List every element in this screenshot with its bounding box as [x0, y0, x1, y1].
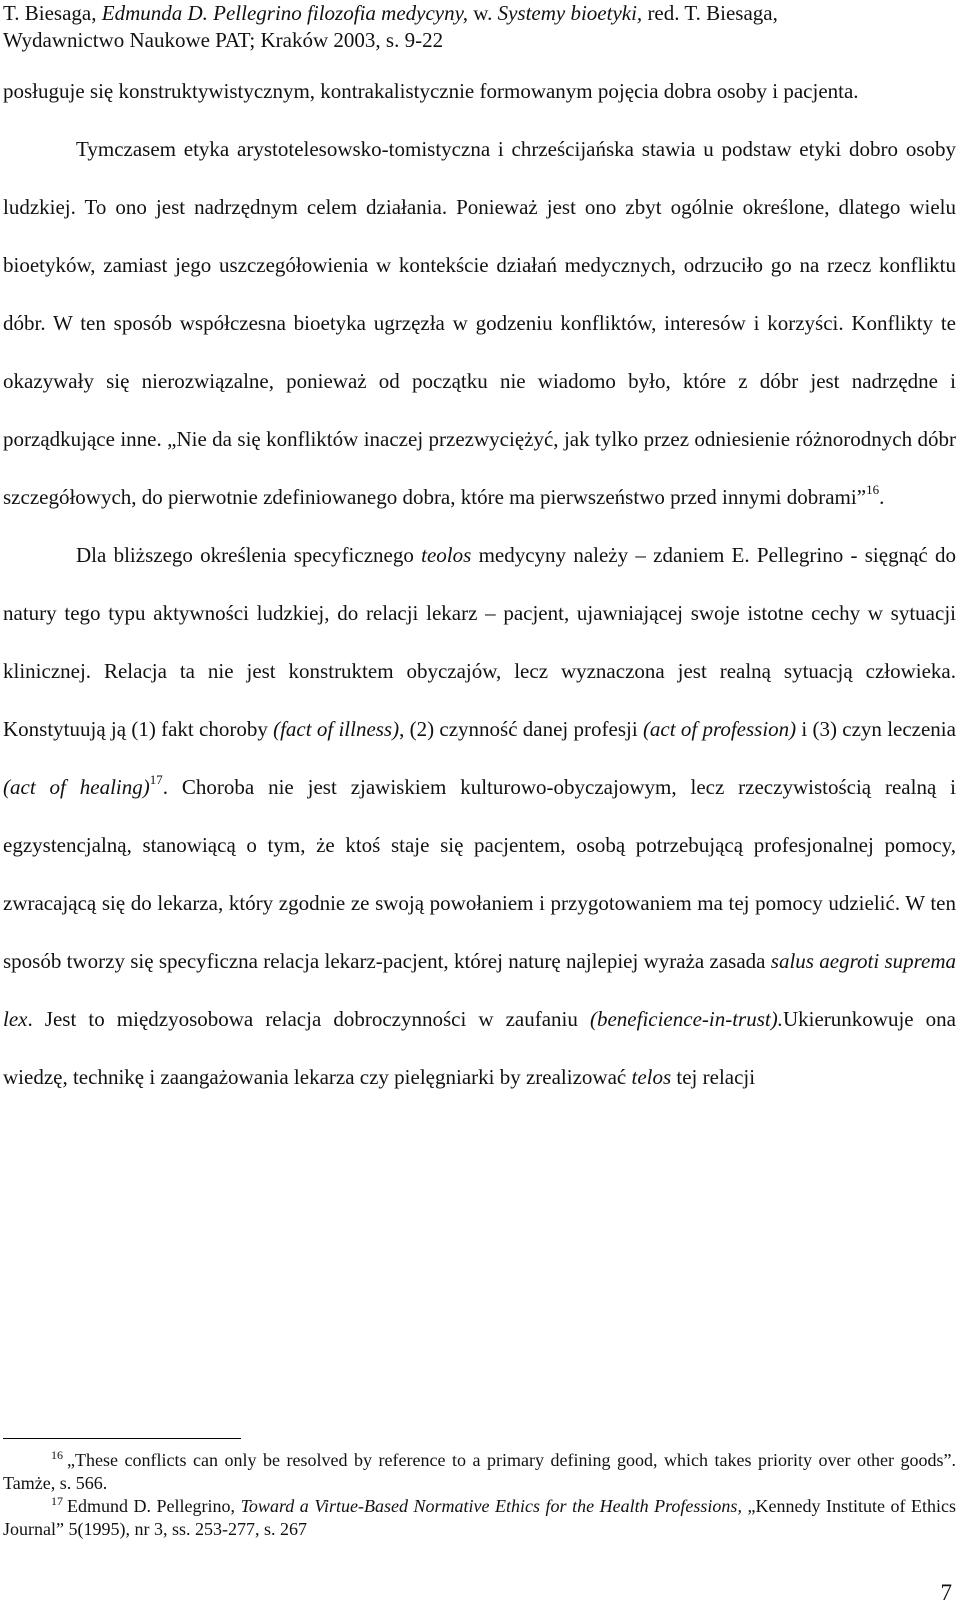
term-beneficience-in-trust: (beneficience-in-trust).	[589, 1007, 783, 1031]
footnote-text: „Kennedy Institute of Ethics Journal” 5(1995), nr 3, ss. 253-277, s. 267	[3, 1496, 957, 1539]
term-salus-aegroti: salus aegroti suprema lex	[3, 949, 957, 1031]
header-in: w.	[468, 1, 498, 25]
paragraph-3-text-h: tej relacji	[671, 1065, 756, 1089]
paragraph-2-text: Tymczasem etyka arystotelesowsko-tomistyczna i chrześcijańska stawia u podstaw etyki dobro osoby ludzkiej. To ono jest nadrzędnym celem działania. Ponieważ jest ono zbyt ogólnie określone, dlatego wielu bioetyków, zamiast jego uszczegółowienia w kontekście działań medycznych, odrzuciło go na rzecz konfliktu dóbr. W ten sposób współczesna bioetyka ugrzęzła w godzeniu konfliktów, interesów i korzyści. Konflikty te okazywały się nierozwiązalne, ponieważ od początku nie wiadomo było, które z dóbr jest nadrzędne i porządkujące inne. „Nie da się konfliktów inaczej przezwyciężyć, jak tylko przez odniesienie różnorodnych dóbr szczegółowych, do pierwotnie zdefiniowanego dobra, które ma pierwszeństwo przed innymi dobrami”	[3, 137, 956, 509]
footnote-17	[3, 1495, 956, 1541]
bibliographic-header	[3, 0, 953, 54]
term-telos: telos	[631, 1065, 672, 1089]
header-line-2: Wydawnictwo Naukowe PAT; Kraków 2003, s. 9-22	[3, 28, 444, 52]
term-act-of-healing: (act of healing)	[3, 775, 150, 799]
footnotes	[3, 1449, 956, 1541]
term-teolos: teolos	[421, 543, 472, 567]
paragraph-3-text-b: medycyny należy – zdaniem E. Pellegrino - sięgnąć do natury tego typu aktywności ludzkiej, do relacji lekarz – pacjent, ujawniającej swoje istotne cechy w sytuacji klinicznej. Relacja ta nie jest konstruktem obyczajów, lecz wyznaczona jest realną sytuacją człowieka. Konstytuują ją (1) fakt choroby	[3, 543, 957, 741]
footnote-text: Edmund D. Pellegrino,	[67, 1496, 241, 1516]
footnote-16	[3, 1449, 956, 1495]
header-author: T. Biesaga,	[3, 1, 102, 25]
paragraph-2	[3, 120, 956, 526]
paragraph-3-text-e: . Choroba nie jest zjawiskiem kulturowo-obyczajowym, lecz rzeczywistością realną i egzystencjalną, stanowiącą o tym, że ktoś staje się pacjentem, osobą potrzebującą profesjonalnej pomocy, zwracającą się do lekarza, który zgodnie ze swoją powołaniem i przygotowaniem ma tej pomocy udzielić. W ten sposób tworzy się specyficzna relacja lekarz-pacjent, której naturę najlepiej wyraża zasada	[3, 775, 956, 973]
paragraph-3-text-g: Ukierunkowuje ona wiedzę, technikę i zaangażowania lekarza czy pielęgniarki by zrealizować	[3, 1007, 956, 1089]
footnote-ref-17: 17	[149, 772, 163, 787]
paragraph-2-end: .	[879, 485, 885, 509]
footnote-ref-16: 16	[866, 482, 880, 497]
header-book-title: Systemy bioetyki,	[497, 1, 643, 25]
header-title: Edmunda D. Pellegrino filozofia medycyny,	[101, 1, 469, 25]
header-editor: red. T. Biesaga,	[642, 1, 778, 25]
term-act-of-profession: (act of profession)	[642, 717, 797, 741]
footnote-text: „These conflicts can only be resolved by reference to a primary defining good, which takes priority over other goods”. Tamże, s. 566.	[3, 1450, 956, 1493]
paragraph-3	[3, 526, 956, 1106]
page-number: 7	[940, 1580, 952, 1605]
paragraph-1: posługuje się konstruktywistycznym, kontrakalistycznie formowanym pojęcia dobra osoby i pacjenta.	[3, 79, 859, 103]
footnote-number: 17	[51, 1494, 63, 1508]
main-text	[3, 62, 956, 1106]
header-line-1	[3, 0, 953, 27]
footnote-article-title: Toward a Virtue-Based Normative Ethics for the Health Professions,	[240, 1496, 742, 1516]
paragraph-3-text-a: Dla bliższego określenia specyficznego	[76, 543, 422, 567]
paragraph-3-text-d: i (3) czyn leczenia	[796, 717, 956, 741]
paragraph-3-text-c: , (2) czynność danej profesji	[399, 717, 643, 741]
paragraph-3-text-f: . Jest to międzyosobowa relacja dobroczynności w zaufaniu	[27, 1007, 590, 1031]
term-fact-of-illness: (fact of illness)	[273, 717, 400, 741]
footnote-separator	[3, 1438, 241, 1439]
footnote-number: 16	[51, 1448, 63, 1462]
